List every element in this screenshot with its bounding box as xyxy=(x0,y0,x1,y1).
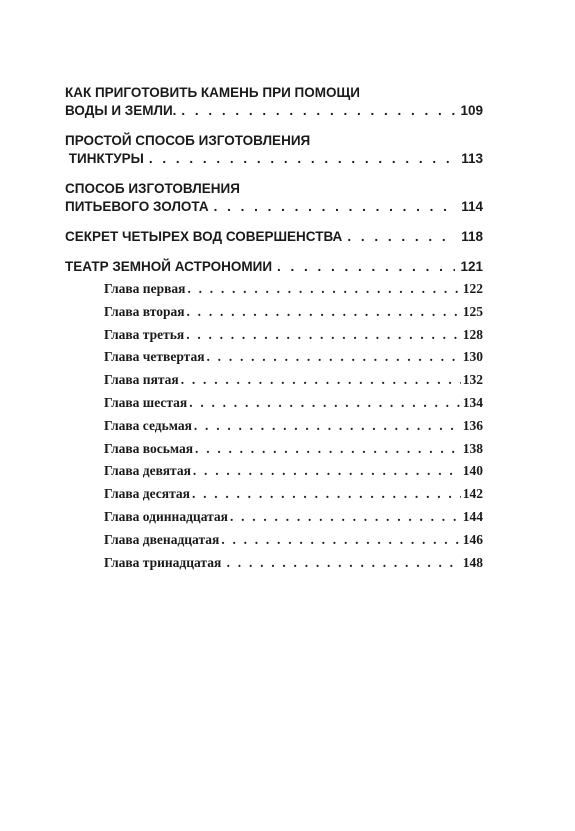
page-number: 144 xyxy=(462,508,483,524)
dot-leader xyxy=(194,415,461,438)
chapter-title: Глава четвертая xyxy=(104,349,205,365)
chapter-item[interactable] xyxy=(104,369,483,392)
toc-entry-title-line: СПОСОБ ИЗГОТОВЛЕНИЯ xyxy=(65,181,240,196)
page-number: 118 xyxy=(461,229,483,244)
dot-leader xyxy=(347,228,456,246)
toc-entry-four-waters[interactable] xyxy=(65,228,483,246)
chapter-list xyxy=(65,278,483,574)
page-number: 109 xyxy=(460,103,483,118)
chapter-item[interactable] xyxy=(104,483,483,506)
dot-leader xyxy=(227,552,461,575)
dot-leader xyxy=(189,392,461,415)
page-number: 146 xyxy=(462,531,483,547)
toc-entry-title-line: СЕКРЕТ ЧЕТЫРЕХ ВОД СОВЕРШЕНСТВА xyxy=(65,229,343,244)
toc-entry-title-line: ТИНКТУРЫ xyxy=(65,151,144,166)
dot-leader xyxy=(221,529,460,552)
page-number: 113 xyxy=(461,151,483,166)
dot-leader xyxy=(149,150,456,168)
chapter-item[interactable] xyxy=(104,506,483,529)
dot-leader xyxy=(187,301,461,324)
dot-leader xyxy=(181,369,461,392)
chapter-title: Глава седьмая xyxy=(104,417,192,433)
dot-leader xyxy=(193,460,461,483)
table-of-contents xyxy=(65,84,483,574)
dot-leader xyxy=(214,198,457,216)
page-number: 142 xyxy=(462,486,483,502)
page-number: 148 xyxy=(462,554,483,570)
page-number: 130 xyxy=(462,349,483,365)
chapter-title: Глава двенадцатая xyxy=(104,531,220,547)
dot-leader xyxy=(192,483,461,506)
dot-leader xyxy=(186,324,461,347)
chapter-title: Глава одиннадцатая xyxy=(104,508,228,524)
chapter-item[interactable] xyxy=(104,324,483,347)
page-number: 122 xyxy=(462,281,483,296)
page-number: 114 xyxy=(461,199,483,214)
dot-leader xyxy=(230,506,461,529)
dot-leader xyxy=(207,346,461,369)
toc-entry-title-line: КАК ПРИГОТОВИТЬ КАМЕНЬ ПРИ ПОМОЩИ xyxy=(65,85,360,100)
chapter-item[interactable] xyxy=(104,278,483,301)
toc-entry-title-line: ПРОСТОЙ СПОСОБ ИЗГОТОВЛЕНИЯ xyxy=(65,133,311,148)
chapter-title: Глава девятая xyxy=(104,463,191,479)
dot-leader xyxy=(187,278,460,301)
page-number: 121 xyxy=(460,259,483,274)
chapter-item[interactable] xyxy=(104,529,483,552)
chapter-title: Глава десятая xyxy=(104,486,190,502)
chapter-title: Глава третья xyxy=(104,326,185,342)
page-number: 140 xyxy=(462,463,483,479)
page-number: 136 xyxy=(462,417,483,433)
page-number: 125 xyxy=(462,303,483,319)
toc-entry-stone[interactable] xyxy=(65,84,483,120)
toc-entry-title-line: ТЕАТР ЗЕМНОЙ АСТРОНОМИИ xyxy=(65,259,273,274)
chapter-item[interactable] xyxy=(104,346,483,369)
toc-entry-potable-gold[interactable] xyxy=(65,180,483,216)
page-number: 134 xyxy=(462,394,483,410)
toc-entry-tincture[interactable] xyxy=(65,132,483,168)
toc-entry-earthly-astronomy[interactable] xyxy=(65,258,483,276)
chapter-item[interactable] xyxy=(104,301,483,324)
toc-entry-title-line: ВОДЫ И ЗЕМЛИ. xyxy=(65,103,177,118)
chapter-title: Глава пятая xyxy=(104,372,179,388)
dot-leader xyxy=(277,258,455,276)
toc-entry-title-line: ПИТЬЕВОГО ЗОЛОТА xyxy=(65,199,209,214)
chapter-title: Глава вторая xyxy=(104,303,185,319)
dot-leader xyxy=(195,438,461,461)
chapter-item[interactable] xyxy=(104,392,483,415)
dot-leader xyxy=(181,102,455,120)
chapter-title: Глава шестая xyxy=(104,394,188,410)
page-number: 138 xyxy=(462,440,483,456)
chapter-title: Глава восьмая xyxy=(104,440,194,456)
chapter-title: Глава тринадцатая xyxy=(104,554,225,570)
page-number: 132 xyxy=(462,372,483,388)
chapter-item[interactable] xyxy=(104,552,483,575)
page-number: 128 xyxy=(462,326,483,342)
chapter-item[interactable] xyxy=(104,460,483,483)
chapter-title: Глава первая xyxy=(104,281,186,296)
chapter-item[interactable] xyxy=(104,415,483,438)
chapter-item[interactable] xyxy=(104,438,483,461)
